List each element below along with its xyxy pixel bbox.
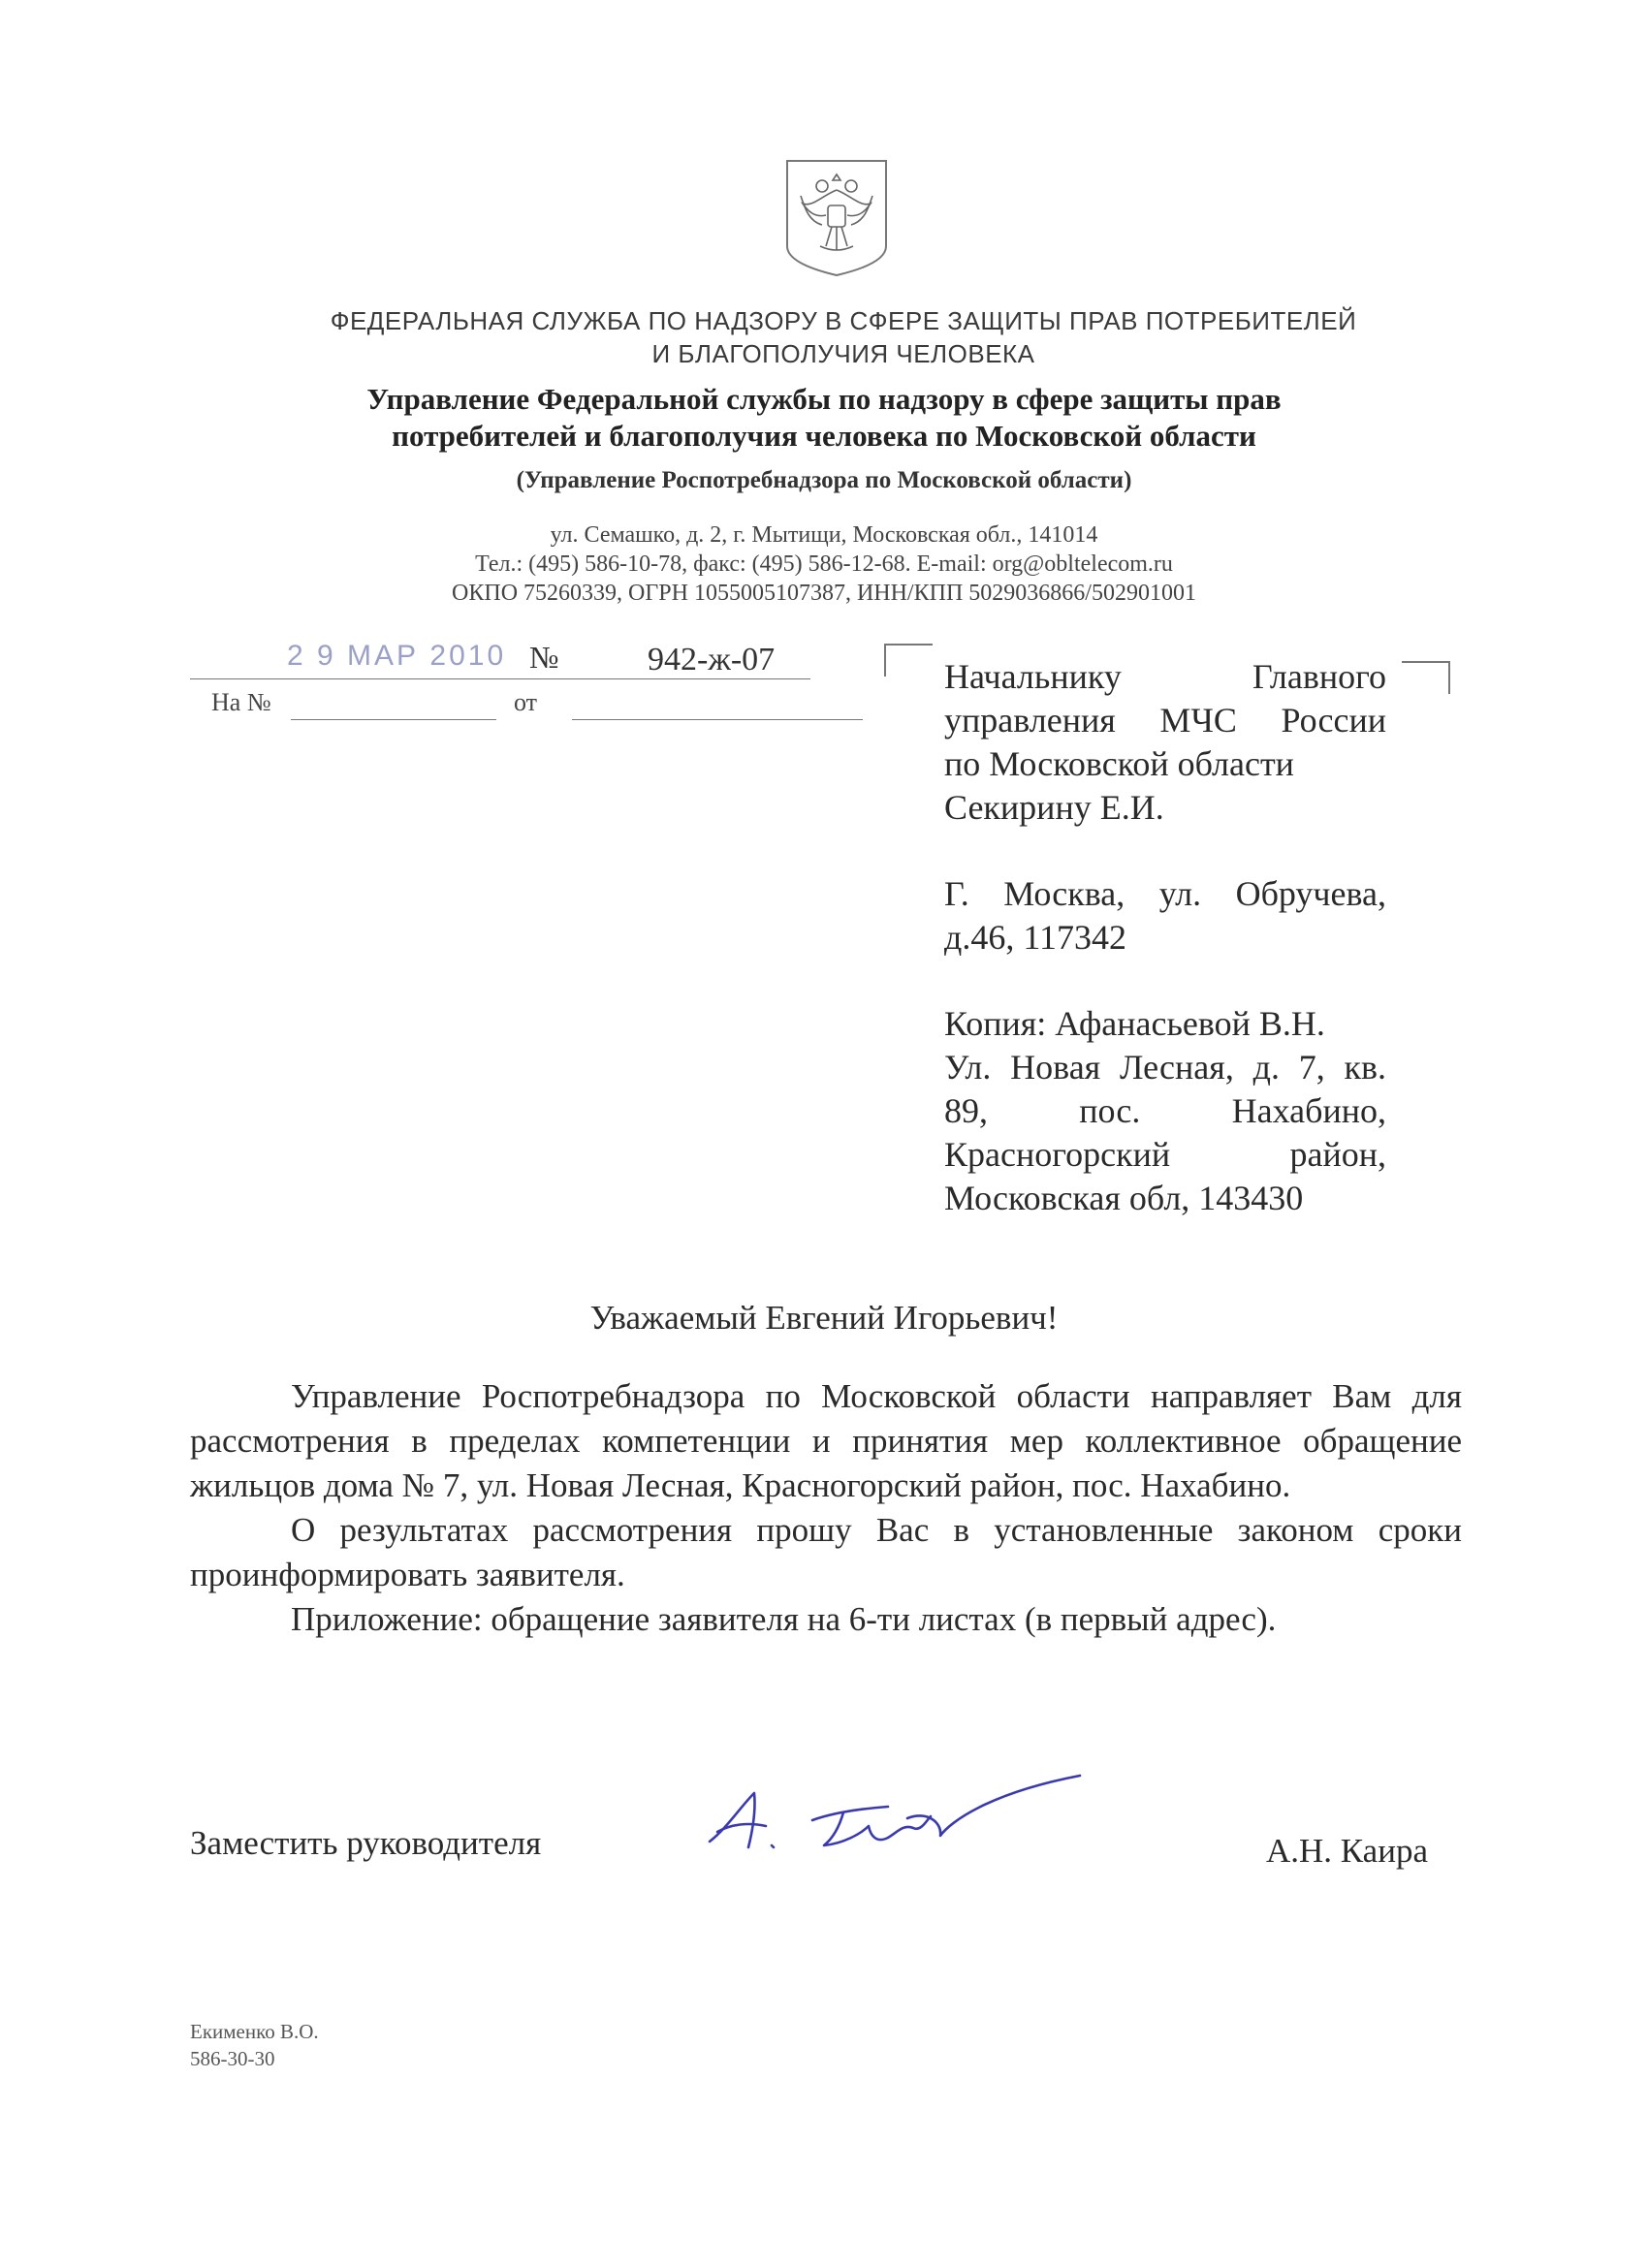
addressee-corner-left bbox=[884, 644, 933, 646]
body-paragraph-2: О результатах рассмотрения прошу Вас в установленные законом сроки проинформировать заявителя. bbox=[190, 1511, 1462, 1593]
addressee-corner-left-vertical bbox=[884, 644, 886, 677]
address-line: ул. Семашко, д. 2, г. Мытищи, Московская обл., 141014 bbox=[550, 522, 1098, 548]
addressee-address-line-1: Г. Москва, ул. Обручева, bbox=[944, 874, 1386, 913]
date-stamp: 2 9 МАР 2010 bbox=[287, 640, 507, 672]
outgoing-number: 942-ж-07 bbox=[648, 642, 776, 677]
copy-line-2: Ул. Новая Лесная, д. 7, кв. bbox=[944, 1048, 1386, 1087]
addressee-corner-right-vertical bbox=[1448, 661, 1450, 694]
addressee-line-1: Начальнику Главного bbox=[944, 657, 1386, 696]
addressee-line-3: по Московской области bbox=[944, 744, 1294, 783]
letter-body bbox=[190, 1374, 1462, 1642]
department-line-2: потребителей и благополучия человека по Московской области bbox=[392, 419, 1256, 453]
reference-label: На № bbox=[211, 688, 271, 716]
executor-info bbox=[190, 2018, 319, 2072]
copy-line-4: Красногорский район, bbox=[944, 1135, 1386, 1174]
registration-underline bbox=[190, 678, 810, 679]
department-name bbox=[291, 381, 1357, 455]
reference-number-line bbox=[291, 719, 496, 720]
copy-line-1: Копия: Афанасьевой В.Н. bbox=[944, 1004, 1325, 1043]
codes-line: ОКПО 75260339, ОГРН 1055005107387, ИНН/КПП 5029036866/502901001 bbox=[452, 581, 1196, 606]
addressee-line-4: Секирину Е.И. bbox=[944, 788, 1164, 827]
contact-details bbox=[291, 520, 1357, 608]
addressee-block bbox=[944, 655, 1386, 1220]
signatory-position: Заместить руководителя bbox=[190, 1824, 542, 1862]
department-short-name: (Управление Роспотребнадзора по Московской области) bbox=[516, 467, 1132, 493]
coat-of-arms-icon bbox=[783, 157, 890, 277]
agency-line-1: ФЕДЕРАЛЬНАЯ СЛУЖБА ПО НАДЗОРУ В СФЕРЕ ЗАЩИТЫ ПРАВ ПОТРЕБИТЕЛЕЙ bbox=[330, 306, 1357, 335]
handwritten-signature bbox=[698, 1764, 1086, 1871]
executor-name: Екименко В.О. bbox=[190, 2020, 319, 2043]
department-line-1: Управление Федеральной службы по надзору в сфере защиты прав bbox=[366, 382, 1282, 416]
copy-line-5: Московская обл, 143430 bbox=[944, 1179, 1304, 1217]
addressee-corner-right bbox=[1402, 661, 1450, 663]
signatory-name: А.Н. Каира bbox=[1266, 1832, 1428, 1870]
addressee-address-line-2: д.46, 117342 bbox=[944, 918, 1126, 957]
salutation: Уважаемый Евгений Игорьевич! bbox=[589, 1299, 1059, 1337]
agency-line-2: И БЛАГОПОЛУЧИЯ ЧЕЛОВЕКА bbox=[651, 339, 1035, 368]
body-paragraph-3: Приложение: обращение заявителя на 6-ти листах (в первый адрес). bbox=[291, 1600, 1277, 1638]
reference-from-label: от bbox=[514, 688, 538, 716]
copy-line-3: 89, пос. Нахабино, bbox=[944, 1091, 1386, 1130]
body-paragraph-1: Управление Роспотребнадзора по Московской области направляет Вам для рассмотрения в пределах компетенции и принятия мер коллективное обращение жильцов дома № 7, ул. Новая Лесная, Красногорский район, пос. Нахабино. bbox=[190, 1377, 1462, 1504]
reference-date-line bbox=[572, 719, 863, 720]
addressee-line-2: управления МЧС России bbox=[944, 701, 1386, 740]
executor-phone: 586-30-30 bbox=[190, 2047, 275, 2070]
number-label: № bbox=[529, 640, 559, 675]
phones-line: Тел.: (495) 586-10-78, факс: (495) 586-12-68. E-mail: org@obltelecom.ru bbox=[475, 551, 1173, 577]
agency-name bbox=[281, 304, 1406, 370]
